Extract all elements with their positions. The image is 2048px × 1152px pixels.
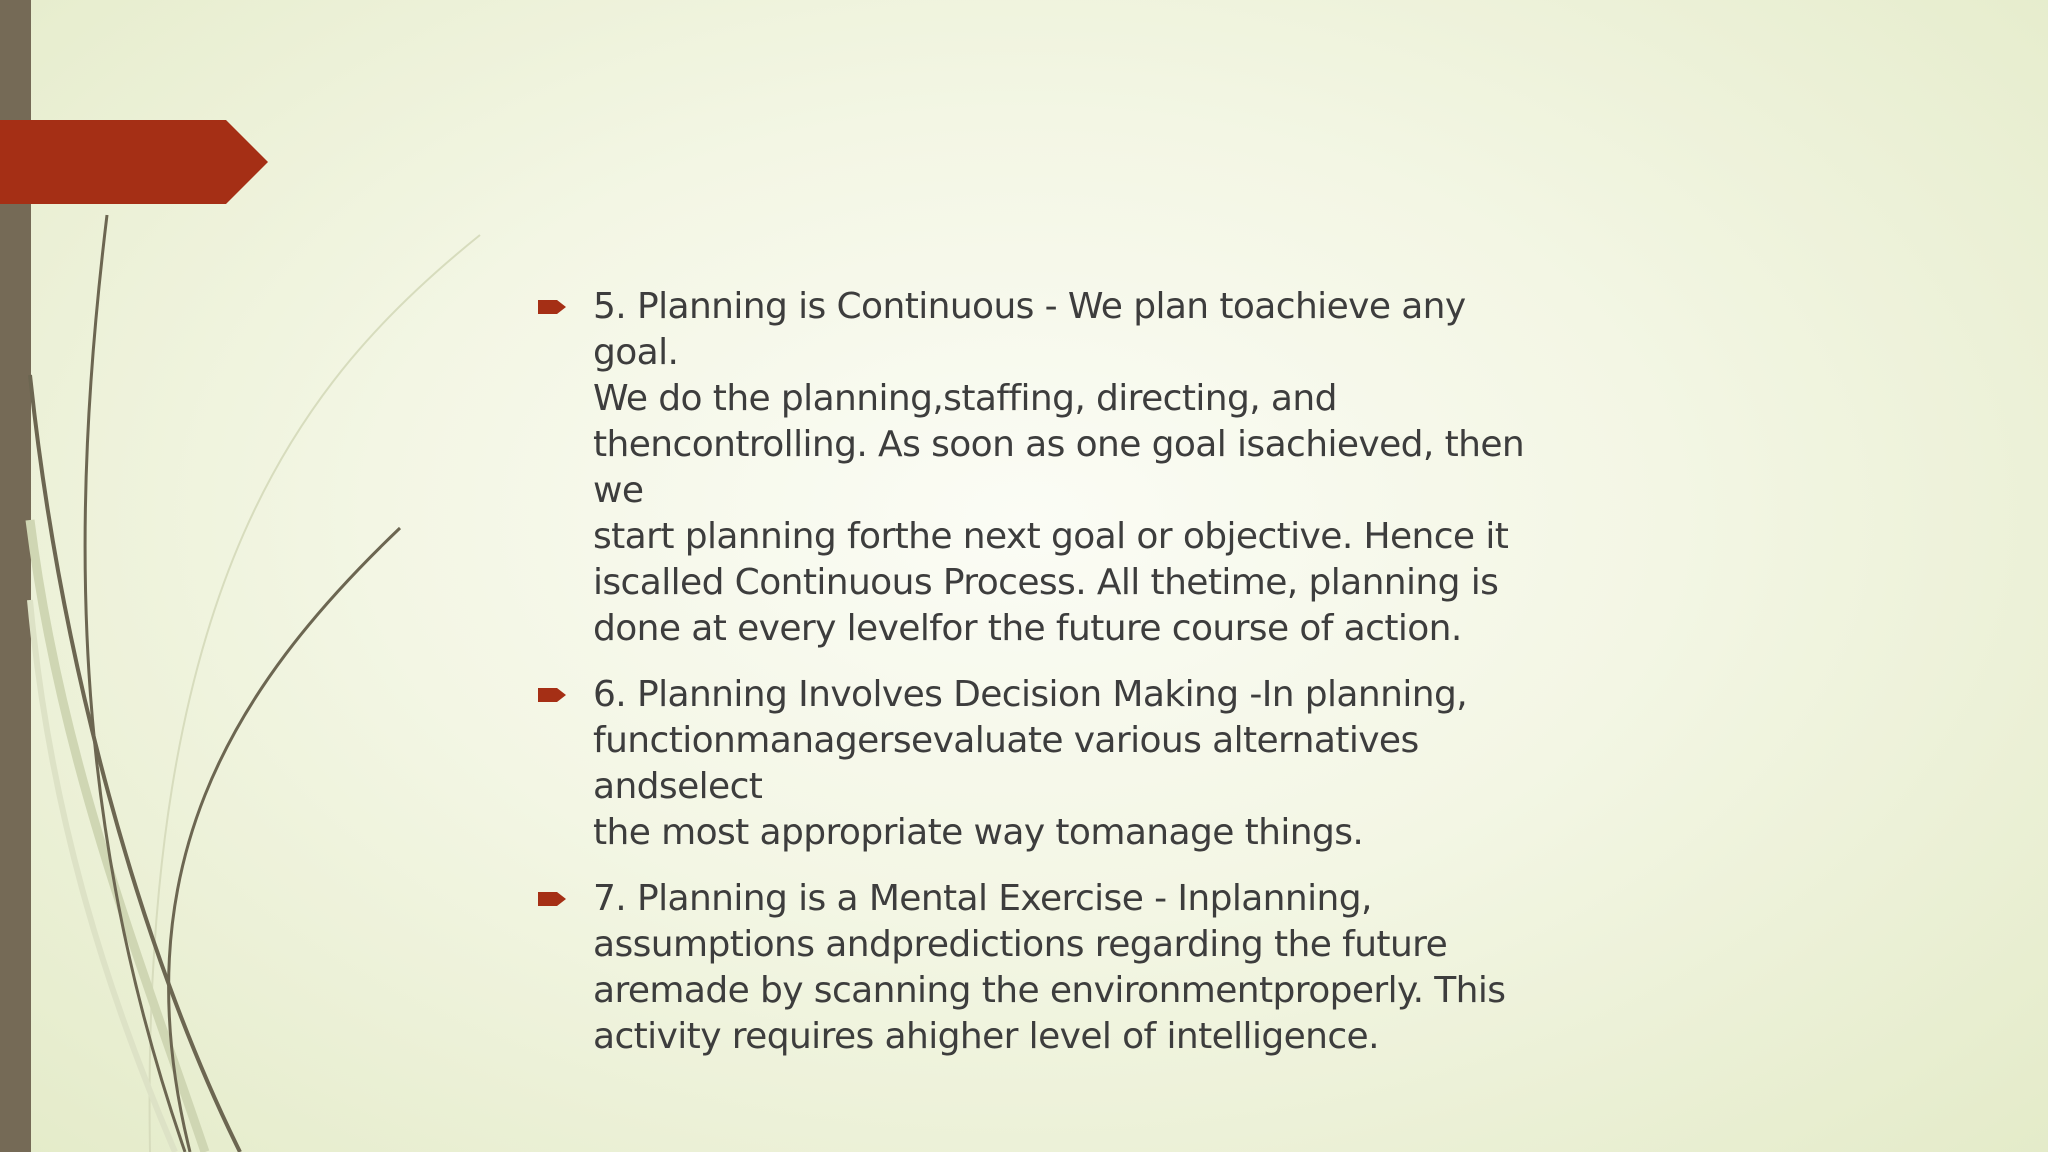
bullet-text-line: thencontrolling. As soon as one goal isachieved, then we [593, 424, 1525, 511]
bullet-text-line: start planning forthe next goal or objective. Hence it [593, 516, 1509, 557]
bullet-text-line: 5. Planning is Continuous - We plan toachieve any goal. [593, 286, 1466, 373]
bullet-text-line: activity requires ahigher level of intelligence. [593, 1016, 1379, 1057]
bullet-text-line: aremade by scanning the environmentproperly. This [593, 970, 1506, 1011]
arrow-bullet-icon [538, 686, 568, 704]
bullet-list [530, 284, 1560, 1080]
header-arrow-banner [0, 120, 268, 204]
bullet-item-mental-exercise [530, 876, 1560, 1060]
arrow-bullet-icon [538, 890, 568, 908]
arrow-bullet-icon [538, 298, 568, 316]
bullet-text-line: functionmanagersevaluate various alternatives andselect [593, 720, 1419, 807]
bullet-text-line: assumptions andpredictions regarding the future [593, 924, 1448, 965]
bullet-text-line: We do the planning,staffing, directing, and [593, 378, 1337, 419]
bullet-text-line: 7. Planning is a Mental Exercise - Inplanning, [593, 878, 1372, 919]
bullet-text-line: done at every levelfor the future course of action. [593, 608, 1462, 649]
bullet-item-decision-making [530, 672, 1560, 856]
bullet-text-line: iscalled Continuous Process. All thetime, planning is [593, 562, 1499, 603]
bullet-item-planning-continuous [530, 284, 1560, 652]
bullet-text-line: the most appropriate way tomanage things. [593, 812, 1364, 853]
bullet-text-line: 6. Planning Involves Decision Making -In planning, [593, 674, 1468, 715]
